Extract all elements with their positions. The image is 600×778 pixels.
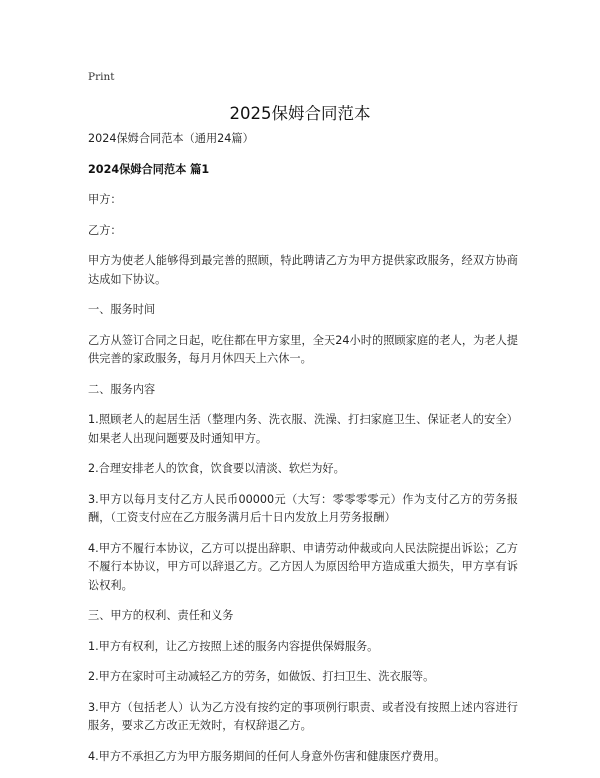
document-intro: 2024保姆合同范本（通用24篇）: [88, 132, 254, 145]
print-label: Print: [88, 71, 115, 83]
section-heading: 二、服务内容: [88, 382, 156, 396]
preamble-paragraph: 甲方为使老人能够得到最完善的照顾，特此聘请乙方为甲方提供家政服务，经双方协商达成如下协议。: [88, 254, 518, 286]
party-b-line: 乙方：: [88, 223, 122, 237]
document-subtitle: 2024保姆合同范本 篇1: [88, 162, 210, 176]
section-paragraph: 乙方从签订合同之日起，吃住都在甲方家里，全天24小时的照顾家庭的老人，为老人提供完善的家政服务，每月月休四天上六休一。: [88, 333, 518, 365]
section-paragraph: 1.甲方有权利，让乙方按照上述的服务内容提供保姆服务。: [88, 639, 379, 653]
party-a-line: 甲方：: [88, 193, 122, 206]
section-paragraph: 4.甲方不承担乙方为甲方服务期间的任何人身意外伤害和健康医疗费用。: [88, 749, 446, 763]
section-heading: 三、甲方的权利、责任和义务: [88, 609, 234, 622]
section-heading: 一、服务时间: [88, 303, 156, 316]
section-paragraph: 1.照顾老人的起居生活（整理内务、洗衣服、洗澡、打扫家庭卫生、保证老人的安全）如果老人出现问题要及时通知甲方。: [88, 413, 518, 445]
section-paragraph: 3.甲方（包括老人）认为乙方没有按约定的事项例行职责、或者没有按照上述内容进行服务，要求乙方改正无效时，有权辞退乙方。: [88, 700, 518, 732]
document-body: [88, 130, 518, 778]
section-paragraph: 3.甲方以每月支付乙方人民币00000元（大写：零零零零元）作为支付乙方的劳务报酬，（工资支付应在乙方服务满月后十日内发放上月劳务报酬）: [88, 492, 518, 524]
section-paragraph: 2.甲方在家时可主动减轻乙方的劳务，如做饭、打扫卫生、洗衣服等。: [88, 670, 435, 683]
section-paragraph: 2.合理安排老人的饮食，饮食要以清淡、软烂为好。: [88, 462, 345, 475]
page-title: 2025保姆合同范本: [229, 104, 371, 123]
section-paragraph: 4.甲方不履行本协议，乙方可以提出辞职、申请劳动仲裁或向人民法院提出诉讼；乙方不履行本协议，甲方可以辞退乙方。乙方因人为原因给甲方造成重大损失，甲方享有诉讼权利。: [88, 541, 518, 592]
